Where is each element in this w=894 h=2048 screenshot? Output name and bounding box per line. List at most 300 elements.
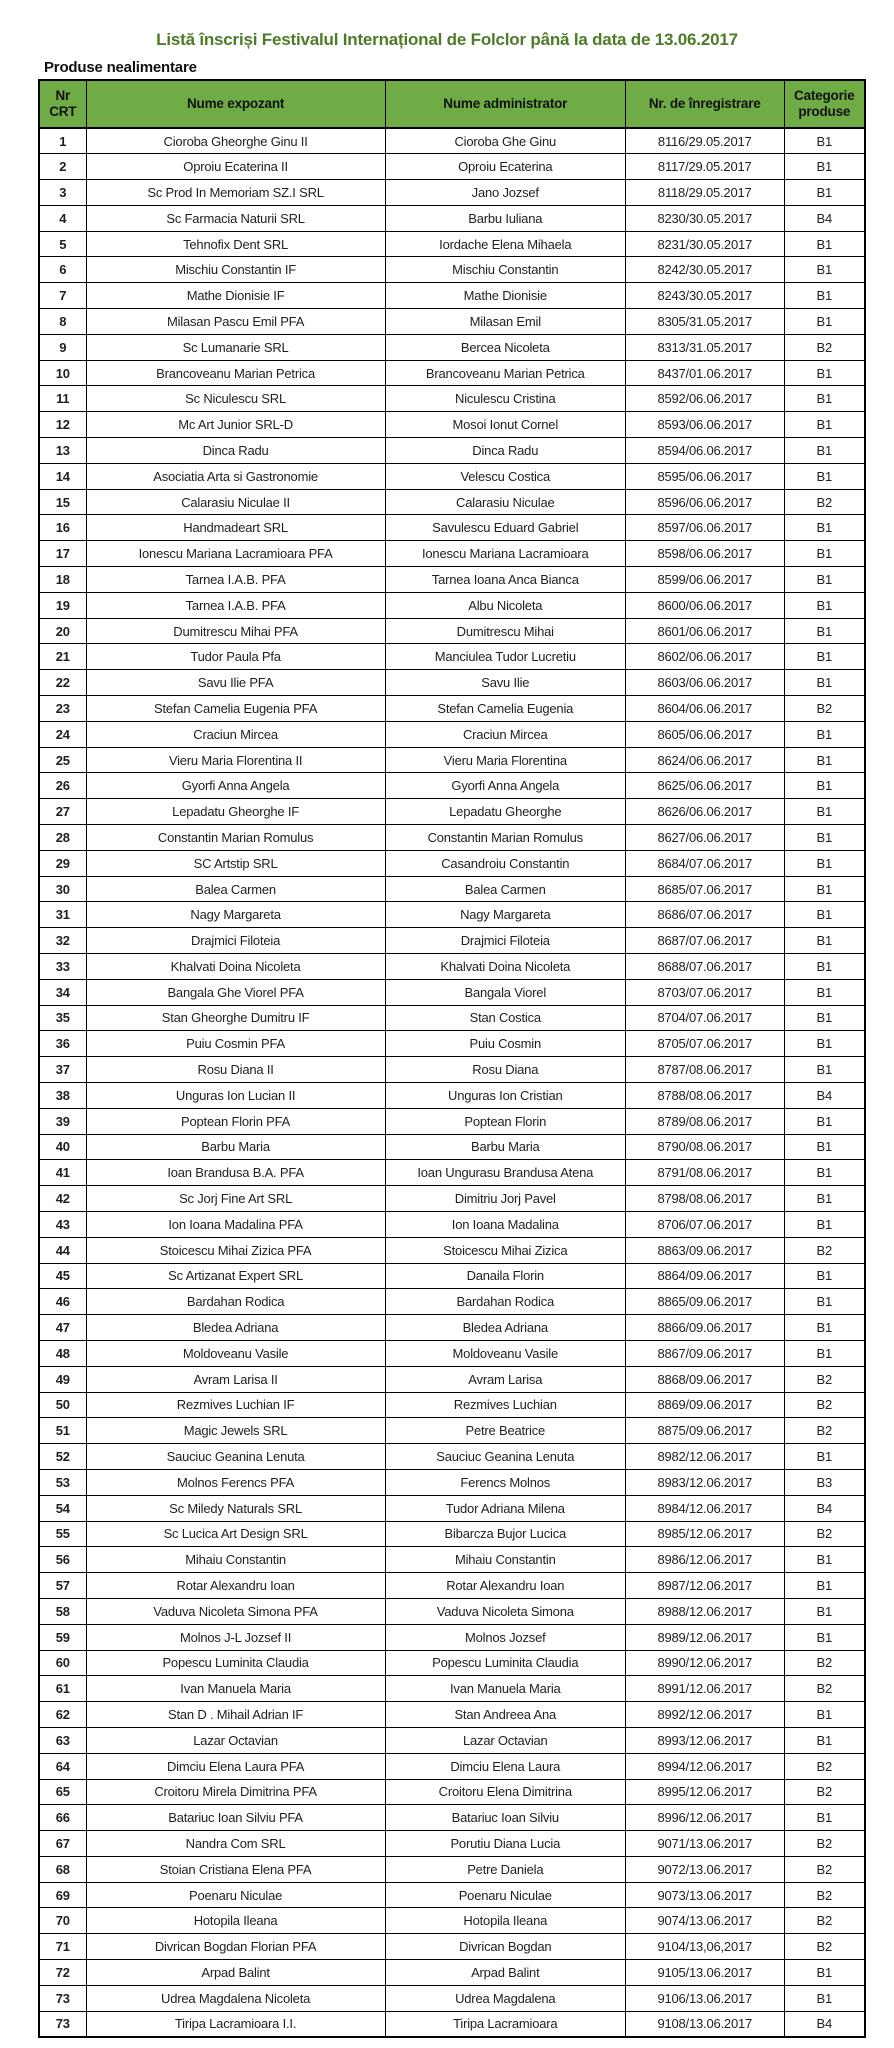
- exhibitor-name-cell: Sc Lucica Art Design SRL: [86, 1521, 385, 1547]
- product-category-cell: B1: [784, 876, 865, 902]
- administrator-name-cell: Stan Andreea Ana: [385, 1702, 625, 1728]
- table-row: [39, 825, 865, 851]
- row-number-cell: 72: [39, 1960, 86, 1986]
- administrator-name-cell: Brancoveanu Marian Petrica: [385, 360, 625, 386]
- registration-number-cell: 8627/06.06.2017: [625, 825, 784, 851]
- product-category-cell: B1: [784, 773, 865, 799]
- table-row: [39, 154, 865, 180]
- registration-number-cell: 8704/07.06.2017: [625, 1005, 784, 1031]
- product-category-cell: B1: [784, 1985, 865, 2011]
- administrator-name-cell: Ivan Manuela Maria: [385, 1676, 625, 1702]
- row-number-cell: 27: [39, 799, 86, 825]
- registration-number-cell: 8995/12.06.2017: [625, 1779, 784, 1805]
- exhibitor-name-cell: Molnos J-L Jozsef II: [86, 1624, 385, 1650]
- registration-number-cell: 8992/12.06.2017: [625, 1702, 784, 1728]
- administrator-name-cell: Bibarcza Bujor Lucica: [385, 1521, 625, 1547]
- exhibitor-name-cell: Tehnofix Dent SRL: [86, 231, 385, 257]
- table-row: [39, 2011, 865, 2037]
- registration-number-cell: 8703/07.06.2017: [625, 979, 784, 1005]
- administrator-name-cell: Ionescu Mariana Lacramioara: [385, 541, 625, 567]
- product-category-cell: B1: [784, 360, 865, 386]
- registration-number-cell: 8231/30.05.2017: [625, 231, 784, 257]
- table-row: [39, 1856, 865, 1882]
- administrator-name-cell: Dimitriu Jorj Pavel: [385, 1186, 625, 1212]
- row-number-cell: 6: [39, 257, 86, 283]
- product-category-cell: B1: [784, 954, 865, 980]
- row-number-cell: 31: [39, 902, 86, 928]
- product-category-cell: B2: [784, 1934, 865, 1960]
- registration-number-cell: 8626/06.06.2017: [625, 799, 784, 825]
- registration-number-cell: 8688/07.06.2017: [625, 954, 784, 980]
- product-category-cell: B2: [784, 1882, 865, 1908]
- table-row: [39, 1934, 865, 1960]
- row-number-cell: 10: [39, 360, 86, 386]
- row-number-cell: 51: [39, 1418, 86, 1444]
- administrator-name-cell: Velescu Costica: [385, 463, 625, 489]
- product-category-cell: B1: [784, 567, 865, 593]
- product-category-cell: B2: [784, 1856, 865, 1882]
- exhibitor-name-cell: Stoian Cristiana Elena PFA: [86, 1856, 385, 1882]
- column-header-nr-inregistrare: Nr. de înregistrare: [625, 80, 784, 128]
- product-category-cell: B1: [784, 1186, 865, 1212]
- row-number-cell: 41: [39, 1160, 86, 1186]
- row-number-cell: 61: [39, 1676, 86, 1702]
- administrator-name-cell: Casandroiu Constantin: [385, 850, 625, 876]
- exhibitor-name-cell: Ioan Brandusa B.A. PFA: [86, 1160, 385, 1186]
- registration-number-cell: 8863/09.06.2017: [625, 1237, 784, 1263]
- administrator-name-cell: Gyorfi Anna Angela: [385, 773, 625, 799]
- exhibitor-name-cell: Bangala Ghe Viorel PFA: [86, 979, 385, 1005]
- row-number-cell: 64: [39, 1753, 86, 1779]
- registration-number-cell: 8686/07.06.2017: [625, 902, 784, 928]
- registration-number-cell: 8437/01.06.2017: [625, 360, 784, 386]
- product-category-cell: B1: [784, 257, 865, 283]
- registration-number-cell: 8706/07.06.2017: [625, 1211, 784, 1237]
- registration-number-cell: 8594/06.06.2017: [625, 438, 784, 464]
- registration-number-cell: 8685/07.06.2017: [625, 876, 784, 902]
- exhibitor-name-cell: Stan D . Mihail Adrian IF: [86, 1702, 385, 1728]
- table-row: [39, 1315, 865, 1341]
- product-category-cell: B1: [784, 515, 865, 541]
- exhibitor-name-cell: Nagy Margareta: [86, 902, 385, 928]
- table-row: [39, 1005, 865, 1031]
- registration-number-cell: 8116/29.05.2017: [625, 128, 784, 154]
- administrator-name-cell: Craciun Mircea: [385, 721, 625, 747]
- exhibitor-name-cell: Lazar Octavian: [86, 1727, 385, 1753]
- row-number-cell: 36: [39, 1031, 86, 1057]
- exhibitor-name-cell: Molnos Ferencs PFA: [86, 1469, 385, 1495]
- table-row: [39, 1134, 865, 1160]
- registration-number-cell: 8788/08.06.2017: [625, 1082, 784, 1108]
- registration-number-cell: 8117/29.05.2017: [625, 154, 784, 180]
- product-category-cell: B1: [784, 618, 865, 644]
- row-number-cell: 42: [39, 1186, 86, 1212]
- exhibitor-name-cell: Tarnea I.A.B. PFA: [86, 592, 385, 618]
- table-row: [39, 334, 865, 360]
- registration-number-cell: 8798/08.06.2017: [625, 1186, 784, 1212]
- table-row: [39, 1624, 865, 1650]
- row-number-cell: 73: [39, 2011, 86, 2037]
- table-row: [39, 1676, 865, 1702]
- registration-number-cell: 8864/09.06.2017: [625, 1263, 784, 1289]
- registration-number-cell: 8684/07.06.2017: [625, 850, 784, 876]
- row-number-cell: 22: [39, 670, 86, 696]
- administrator-name-cell: Savulescu Eduard Gabriel: [385, 515, 625, 541]
- row-number-cell: 50: [39, 1392, 86, 1418]
- product-category-cell: B4: [784, 205, 865, 231]
- exhibitor-name-cell: Craciun Mircea: [86, 721, 385, 747]
- administrator-name-cell: Khalvati Doina Nicoleta: [385, 954, 625, 980]
- table-row: [39, 205, 865, 231]
- administrator-name-cell: Rezmives Luchian: [385, 1392, 625, 1418]
- exhibitor-name-cell: Mathe Dionisie IF: [86, 283, 385, 309]
- product-category-cell: B1: [784, 1031, 865, 1057]
- registration-number-cell: 8597/06.06.2017: [625, 515, 784, 541]
- row-number-cell: 49: [39, 1366, 86, 1392]
- exhibitor-name-cell: Avram Larisa II: [86, 1366, 385, 1392]
- administrator-name-cell: Rosu Diana: [385, 1057, 625, 1083]
- exhibitor-name-cell: Vieru Maria Florentina II: [86, 747, 385, 773]
- product-category-cell: B1: [784, 825, 865, 851]
- exhibitor-name-cell: Unguras Ion Lucian II: [86, 1082, 385, 1108]
- registration-number-cell: 8601/06.06.2017: [625, 618, 784, 644]
- exhibitor-name-cell: Sc Miledy Naturals SRL: [86, 1495, 385, 1521]
- product-category-cell: B1: [784, 902, 865, 928]
- exhibitor-name-cell: Sc Niculescu SRL: [86, 386, 385, 412]
- registration-number-cell: 8787/08.06.2017: [625, 1057, 784, 1083]
- administrator-name-cell: Cioroba Ghe Ginu: [385, 128, 625, 154]
- administrator-name-cell: Tudor Adriana Milena: [385, 1495, 625, 1521]
- row-number-cell: 38: [39, 1082, 86, 1108]
- exhibitor-name-cell: Bledea Adriana: [86, 1315, 385, 1341]
- registrants-table: [38, 79, 866, 2038]
- exhibitor-name-cell: SC Artstip SRL: [86, 850, 385, 876]
- row-number-cell: 26: [39, 773, 86, 799]
- table-row: [39, 618, 865, 644]
- column-header-nume-expozant: Nume expozant: [86, 80, 385, 128]
- table-row: [39, 1082, 865, 1108]
- administrator-name-cell: Vieru Maria Florentina: [385, 747, 625, 773]
- exhibitor-name-cell: Stoicescu Mihai Zizica PFA: [86, 1237, 385, 1263]
- registration-number-cell: 8687/07.06.2017: [625, 928, 784, 954]
- product-category-cell: B2: [784, 1650, 865, 1676]
- table-body: [39, 128, 865, 2037]
- exhibitor-name-cell: Ivan Manuela Maria: [86, 1676, 385, 1702]
- table-row: [39, 463, 865, 489]
- product-category-cell: B1: [784, 928, 865, 954]
- product-category-cell: B3: [784, 1469, 865, 1495]
- row-number-cell: 58: [39, 1598, 86, 1624]
- registration-number-cell: 8305/31.05.2017: [625, 309, 784, 335]
- row-number-cell: 65: [39, 1779, 86, 1805]
- product-category-cell: B1: [784, 644, 865, 670]
- administrator-name-cell: Balea Carmen: [385, 876, 625, 902]
- product-category-cell: B1: [784, 1444, 865, 1470]
- administrator-name-cell: Jano Jozsef: [385, 180, 625, 206]
- row-number-cell: 32: [39, 928, 86, 954]
- row-number-cell: 18: [39, 567, 86, 593]
- row-number-cell: 34: [39, 979, 86, 1005]
- administrator-name-cell: Arpad Balint: [385, 1960, 625, 1986]
- exhibitor-name-cell: Hotopila Ileana: [86, 1908, 385, 1934]
- administrator-name-cell: Ion Ioana Madalina: [385, 1211, 625, 1237]
- administrator-name-cell: Poenaru Niculae: [385, 1882, 625, 1908]
- table-row: [39, 1805, 865, 1831]
- exhibitor-name-cell: Popescu Luminita Claudia: [86, 1650, 385, 1676]
- registration-number-cell: 8604/06.06.2017: [625, 696, 784, 722]
- product-category-cell: B1: [784, 128, 865, 154]
- administrator-name-cell: Savu Ilie: [385, 670, 625, 696]
- administrator-name-cell: Lazar Octavian: [385, 1727, 625, 1753]
- table-row: [39, 592, 865, 618]
- product-category-cell: B1: [784, 1573, 865, 1599]
- administrator-name-cell: Batariuc Ioan Silviu: [385, 1805, 625, 1831]
- exhibitor-name-cell: Asociatia Arta si Gastronomie: [86, 463, 385, 489]
- exhibitor-name-cell: Divrican Bogdan Florian PFA: [86, 1934, 385, 1960]
- exhibitor-name-cell: Poenaru Niculae: [86, 1882, 385, 1908]
- product-category-cell: B1: [784, 721, 865, 747]
- table-row: [39, 1469, 865, 1495]
- product-category-cell: B1: [784, 541, 865, 567]
- registration-number-cell: 8865/09.06.2017: [625, 1289, 784, 1315]
- product-category-cell: B1: [784, 1598, 865, 1624]
- product-category-cell: B1: [784, 309, 865, 335]
- exhibitor-name-cell: Tudor Paula Pfa: [86, 644, 385, 670]
- row-number-cell: 8: [39, 309, 86, 335]
- product-category-cell: B2: [784, 1418, 865, 1444]
- table-row: [39, 670, 865, 696]
- administrator-name-cell: Ioan Ungurasu Brandusa Atena: [385, 1160, 625, 1186]
- registration-number-cell: 9073/13.06.2017: [625, 1882, 784, 1908]
- product-category-cell: B1: [784, 1057, 865, 1083]
- table-row: [39, 231, 865, 257]
- table-header: [39, 80, 865, 128]
- administrator-name-cell: Stoicescu Mihai Zizica: [385, 1237, 625, 1263]
- administrator-name-cell: Oproiu Ecaterina: [385, 154, 625, 180]
- registration-number-cell: 8982/12.06.2017: [625, 1444, 784, 1470]
- table-row: [39, 876, 865, 902]
- administrator-name-cell: Ferencs Molnos: [385, 1469, 625, 1495]
- product-category-cell: B2: [784, 1676, 865, 1702]
- header-row: [39, 80, 865, 128]
- row-number-cell: 54: [39, 1495, 86, 1521]
- table-row: [39, 1444, 865, 1470]
- exhibitor-name-cell: Lepadatu Gheorghe IF: [86, 799, 385, 825]
- exhibitor-name-cell: Vaduva Nicoleta Simona PFA: [86, 1598, 385, 1624]
- product-category-cell: B1: [784, 438, 865, 464]
- row-number-cell: 40: [39, 1134, 86, 1160]
- product-category-cell: B1: [784, 1005, 865, 1031]
- table-row: [39, 721, 865, 747]
- registration-number-cell: 8593/06.06.2017: [625, 412, 784, 438]
- table-row: [39, 438, 865, 464]
- row-number-cell: 47: [39, 1315, 86, 1341]
- registration-number-cell: 8243/30.05.2017: [625, 283, 784, 309]
- table-row: [39, 1727, 865, 1753]
- row-number-cell: 30: [39, 876, 86, 902]
- row-number-cell: 21: [39, 644, 86, 670]
- table-row: [39, 747, 865, 773]
- registration-number-cell: 9104/13,06,2017: [625, 1934, 784, 1960]
- registration-number-cell: 8596/06.06.2017: [625, 489, 784, 515]
- administrator-name-cell: Petre Beatrice: [385, 1418, 625, 1444]
- registration-number-cell: 8987/12.06.2017: [625, 1573, 784, 1599]
- administrator-name-cell: Dimciu Elena Laura: [385, 1753, 625, 1779]
- administrator-name-cell: Mathe Dionisie: [385, 283, 625, 309]
- row-number-cell: 55: [39, 1521, 86, 1547]
- product-category-cell: B1: [784, 154, 865, 180]
- administrator-name-cell: Drajmici Filoteia: [385, 928, 625, 954]
- table-row: [39, 257, 865, 283]
- registration-number-cell: 8603/06.06.2017: [625, 670, 784, 696]
- administrator-name-cell: Mihaiu Constantin: [385, 1547, 625, 1573]
- product-category-cell: B1: [784, 180, 865, 206]
- exhibitor-name-cell: Puiu Cosmin PFA: [86, 1031, 385, 1057]
- administrator-name-cell: Sauciuc Geanina Lenuta: [385, 1444, 625, 1470]
- row-number-cell: 57: [39, 1573, 86, 1599]
- exhibitor-name-cell: Sc Prod In Memoriam SZ.I SRL: [86, 180, 385, 206]
- row-number-cell: 20: [39, 618, 86, 644]
- administrator-name-cell: Bardahan Rodica: [385, 1289, 625, 1315]
- row-number-cell: 43: [39, 1211, 86, 1237]
- registration-number-cell: 8869/09.06.2017: [625, 1392, 784, 1418]
- row-number-cell: 69: [39, 1882, 86, 1908]
- registration-number-cell: 8605/06.06.2017: [625, 721, 784, 747]
- product-category-cell: B1: [784, 592, 865, 618]
- registration-number-cell: 8985/12.06.2017: [625, 1521, 784, 1547]
- exhibitor-name-cell: Oproiu Ecaterina II: [86, 154, 385, 180]
- registration-number-cell: 8986/12.06.2017: [625, 1547, 784, 1573]
- administrator-name-cell: Avram Larisa: [385, 1366, 625, 1392]
- administrator-name-cell: Tiripa Lacramioara: [385, 2011, 625, 2037]
- administrator-name-cell: Bledea Adriana: [385, 1315, 625, 1341]
- row-number-cell: 37: [39, 1057, 86, 1083]
- table-row: [39, 773, 865, 799]
- table-row: [39, 644, 865, 670]
- table-row: [39, 1160, 865, 1186]
- section-label: Produse nealimentare: [44, 59, 197, 76]
- exhibitor-name-cell: Tarnea I.A.B. PFA: [86, 567, 385, 593]
- product-category-cell: B1: [784, 1134, 865, 1160]
- table-row: [39, 850, 865, 876]
- product-category-cell: B2: [784, 1392, 865, 1418]
- administrator-name-cell: Mosoi Ionut Cornel: [385, 412, 625, 438]
- row-number-cell: 19: [39, 592, 86, 618]
- exhibitor-name-cell: Balea Carmen: [86, 876, 385, 902]
- exhibitor-name-cell: Tiripa Lacramioara I.I.: [86, 2011, 385, 2037]
- table-row: [39, 954, 865, 980]
- registration-number-cell: 8988/12.06.2017: [625, 1598, 784, 1624]
- administrator-name-cell: Mischiu Constantin: [385, 257, 625, 283]
- administrator-name-cell: Stefan Camelia Eugenia: [385, 696, 625, 722]
- row-number-cell: 9: [39, 334, 86, 360]
- row-number-cell: 23: [39, 696, 86, 722]
- table-row: [39, 1598, 865, 1624]
- table-row: [39, 1418, 865, 1444]
- product-category-cell: B1: [784, 1624, 865, 1650]
- exhibitor-name-cell: Ionescu Mariana Lacramioara PFA: [86, 541, 385, 567]
- exhibitor-name-cell: Mihaiu Constantin: [86, 1547, 385, 1573]
- product-category-cell: B1: [784, 979, 865, 1005]
- row-number-cell: 46: [39, 1289, 86, 1315]
- administrator-name-cell: Petre Daniela: [385, 1856, 625, 1882]
- table-row: [39, 979, 865, 1005]
- registration-number-cell: 8592/06.06.2017: [625, 386, 784, 412]
- administrator-name-cell: Nagy Margareta: [385, 902, 625, 928]
- row-number-cell: 11: [39, 386, 86, 412]
- row-number-cell: 60: [39, 1650, 86, 1676]
- product-category-cell: B2: [784, 1908, 865, 1934]
- row-number-cell: 71: [39, 1934, 86, 1960]
- table-row: [39, 128, 865, 154]
- table-row: [39, 515, 865, 541]
- row-number-cell: 53: [39, 1469, 86, 1495]
- administrator-name-cell: Poptean Florin: [385, 1108, 625, 1134]
- row-number-cell: 33: [39, 954, 86, 980]
- exhibitor-name-cell: Stefan Camelia Eugenia PFA: [86, 696, 385, 722]
- product-category-cell: B4: [784, 2011, 865, 2037]
- exhibitor-name-cell: Bardahan Rodica: [86, 1289, 385, 1315]
- product-category-cell: B2: [784, 1779, 865, 1805]
- row-number-cell: 39: [39, 1108, 86, 1134]
- administrator-name-cell: Bercea Nicoleta: [385, 334, 625, 360]
- administrator-name-cell: Udrea Magdalena: [385, 1985, 625, 2011]
- row-number-cell: 13: [39, 438, 86, 464]
- exhibitor-name-cell: Sauciuc Geanina Lenuta: [86, 1444, 385, 1470]
- administrator-name-cell: Lepadatu Gheorghe: [385, 799, 625, 825]
- table-row: [39, 1031, 865, 1057]
- administrator-name-cell: Rotar Alexandru Ioan: [385, 1573, 625, 1599]
- table-row: [39, 412, 865, 438]
- row-number-cell: 29: [39, 850, 86, 876]
- table-row: [39, 1650, 865, 1676]
- exhibitor-name-cell: Cioroba Gheorghe Ginu II: [86, 128, 385, 154]
- row-number-cell: 3: [39, 180, 86, 206]
- exhibitor-name-cell: Dimciu Elena Laura PFA: [86, 1753, 385, 1779]
- product-category-cell: B1: [784, 283, 865, 309]
- row-number-cell: 44: [39, 1237, 86, 1263]
- row-number-cell: 2: [39, 154, 86, 180]
- row-number-cell: 73: [39, 1985, 86, 2011]
- table-row: [39, 1753, 865, 1779]
- table-row: [39, 1211, 865, 1237]
- row-number-cell: 25: [39, 747, 86, 773]
- product-category-cell: B1: [784, 1960, 865, 1986]
- table-row: [39, 567, 865, 593]
- registration-number-cell: 8595/06.06.2017: [625, 463, 784, 489]
- registration-number-cell: 8989/12.06.2017: [625, 1624, 784, 1650]
- administrator-name-cell: Unguras Ion Cristian: [385, 1082, 625, 1108]
- exhibitor-name-cell: Moldoveanu Vasile: [86, 1340, 385, 1366]
- row-number-cell: 59: [39, 1624, 86, 1650]
- product-category-cell: B2: [784, 334, 865, 360]
- product-category-cell: B1: [784, 1263, 865, 1289]
- administrator-name-cell: Stan Costica: [385, 1005, 625, 1031]
- product-category-cell: B1: [784, 1211, 865, 1237]
- exhibitor-name-cell: Croitoru Mirela Dimitrina PFA: [86, 1779, 385, 1805]
- registration-number-cell: 8984/12.06.2017: [625, 1495, 784, 1521]
- row-number-cell: 4: [39, 205, 86, 231]
- row-number-cell: 16: [39, 515, 86, 541]
- exhibitor-name-cell: Mischiu Constantin IF: [86, 257, 385, 283]
- administrator-name-cell: Divrican Bogdan: [385, 1934, 625, 1960]
- row-number-cell: 17: [39, 541, 86, 567]
- administrator-name-cell: Albu Nicoleta: [385, 592, 625, 618]
- registration-number-cell: 8242/30.05.2017: [625, 257, 784, 283]
- exhibitor-name-cell: Milasan Pascu Emil PFA: [86, 309, 385, 335]
- exhibitor-name-cell: Sc Artizanat Expert SRL: [86, 1263, 385, 1289]
- row-number-cell: 28: [39, 825, 86, 851]
